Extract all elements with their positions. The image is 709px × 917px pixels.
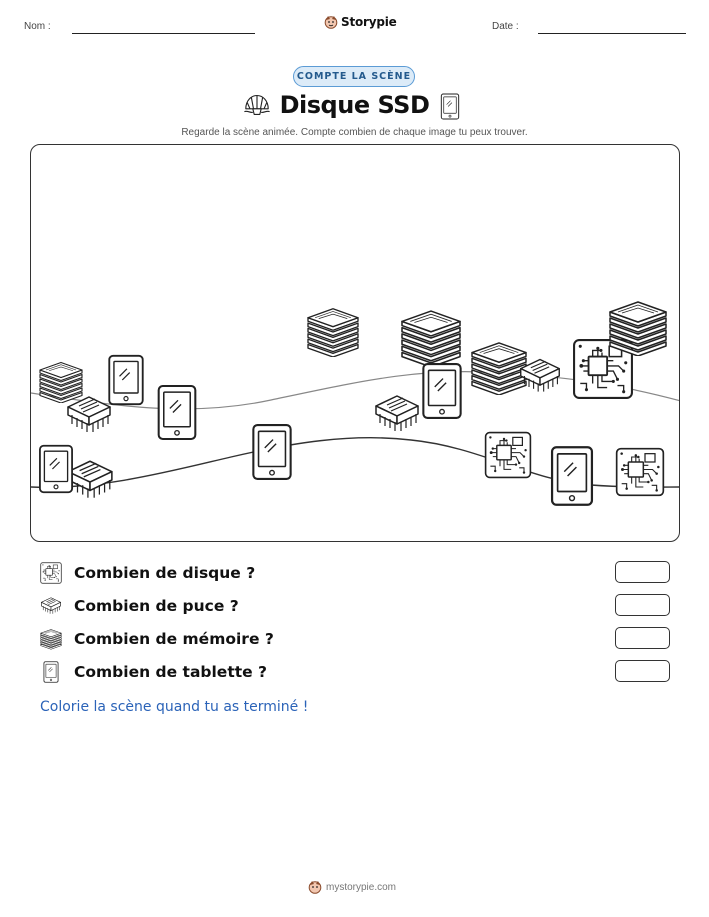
page-title: Disque SSD	[279, 91, 430, 119]
scene-circuit-board-icon	[486, 433, 531, 478]
answer-box-puce[interactable]	[615, 594, 670, 616]
activity-badge: COMPTE LA SCÈNE	[293, 66, 415, 87]
scene-chip-icon	[68, 461, 112, 497]
name-field[interactable]	[72, 33, 255, 34]
storypie-mascot-icon	[324, 15, 338, 29]
scene-tablet-icon	[423, 364, 460, 418]
circuit-board-icon	[40, 562, 62, 584]
answer-box-disque[interactable]	[615, 561, 670, 583]
brand-name: Storypie	[341, 15, 397, 29]
scene-memory-stack-icon	[472, 343, 526, 395]
brand-logo	[324, 15, 397, 29]
scene-panel	[30, 144, 680, 542]
scene-tablet-icon	[253, 425, 290, 479]
footer	[308, 880, 396, 894]
name-label: Nom :	[24, 21, 51, 32]
question-label: Combien de mémoire ?	[74, 630, 274, 648]
tablet-icon	[40, 661, 62, 683]
answer-box-memoire[interactable]	[615, 627, 670, 649]
scene-memory-stack-icon	[40, 363, 82, 404]
scene-tablet-icon	[40, 446, 72, 492]
scene-memory-stack-icon	[308, 309, 358, 357]
question-row-puce	[40, 594, 670, 618]
question-label: Combien de tablette ?	[74, 663, 268, 681]
footer-site: mystorypie.com	[326, 881, 397, 893]
question-row-memoire	[40, 627, 670, 651]
memory-stack-icon	[40, 628, 62, 650]
scene-chip-icon	[376, 396, 418, 431]
question-row-disque	[40, 561, 670, 585]
scene-tablet-icon	[159, 386, 196, 439]
chip-icon	[40, 595, 62, 617]
question-row-tablette	[40, 660, 670, 684]
date-field[interactable]	[538, 33, 686, 34]
date-label: Date :	[492, 21, 519, 32]
question-label: Combien de disque ?	[74, 564, 256, 582]
coloring-instruction: Colorie la scène quand tu as terminé !	[40, 699, 309, 715]
scene-tablet-icon	[109, 356, 142, 404]
scene-tablet-icon	[552, 447, 592, 505]
scene-canvas	[31, 145, 680, 542]
answer-box-tablette[interactable]	[615, 660, 670, 682]
scene-memory-stack-icon	[402, 311, 460, 367]
scene-memory-stack-icon	[610, 302, 666, 356]
scene-chip-icon	[68, 397, 110, 432]
title-tablet-icon	[440, 93, 460, 124]
storypie-mascot-icon	[308, 880, 322, 894]
instructions-subtitle: Regarde la scène animée. Compte combien de chaque image tu peux trouver.	[181, 127, 528, 138]
question-label: Combien de puce ?	[74, 597, 239, 615]
scene-circuit-board-icon	[617, 449, 664, 496]
